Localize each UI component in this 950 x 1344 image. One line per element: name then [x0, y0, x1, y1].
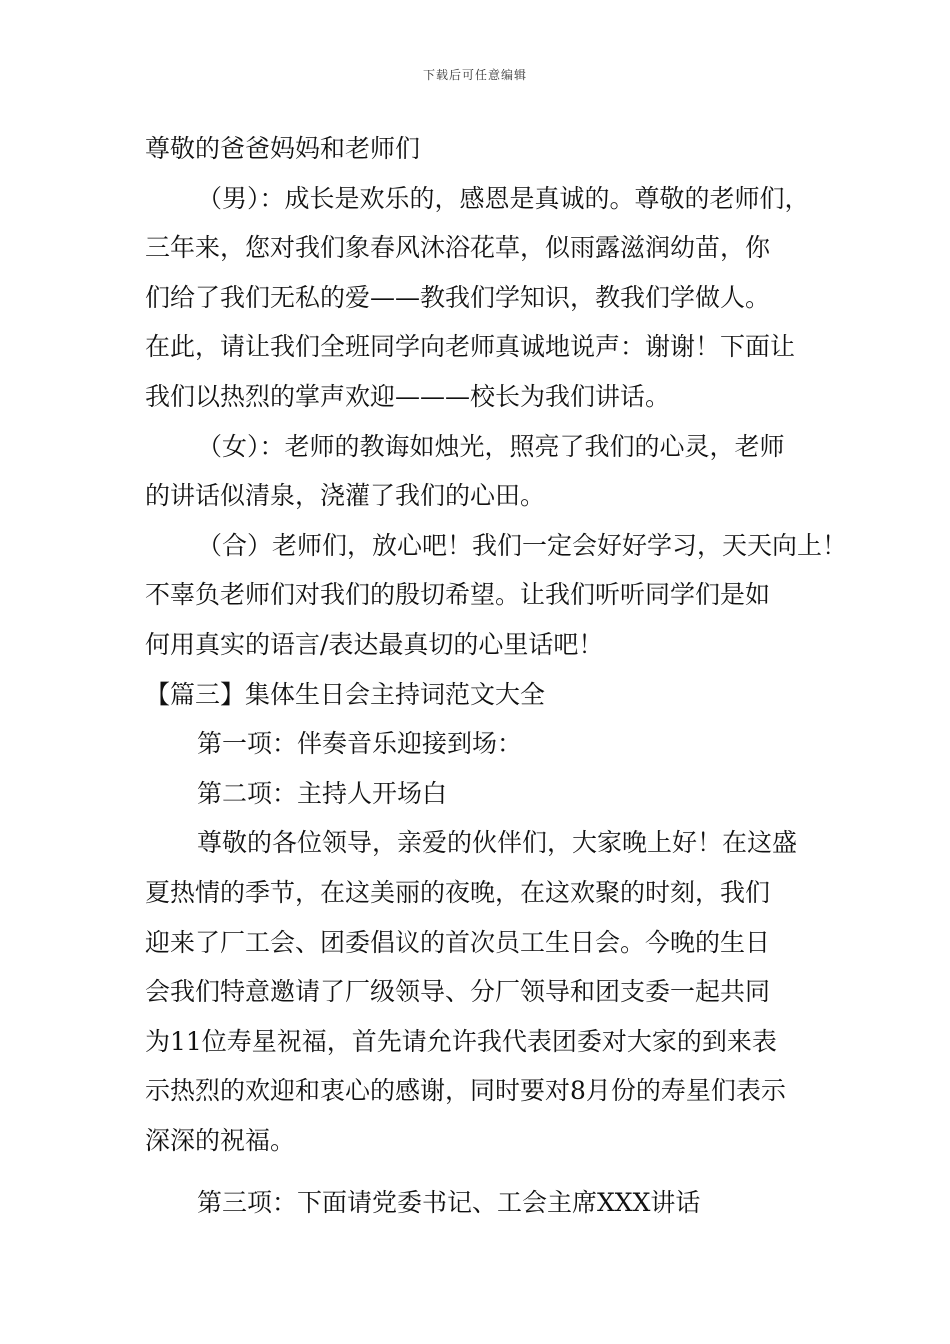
paragraph-line: 深深的祝福。	[145, 1125, 296, 1155]
paragraph-line: 在此，请让我们全班同学向老师真诚地说声：谢谢！下面让	[145, 332, 796, 362]
paragraph-line: 为11位寿星祝福，首先请允许我代表团委对大家的到来表	[145, 1026, 777, 1056]
paragraph-line: （女）：老师的教诲如烛光，照亮了我们的心灵，老师	[197, 431, 785, 461]
page-header-note: 下载后可任意编辑	[422, 68, 527, 82]
agenda-item: 第三项：下面请党委书记、工会主席XXX讲话	[197, 1188, 701, 1218]
agenda-item: 第二项：主持人开场白	[197, 778, 448, 808]
salutation-line: 尊敬的爸爸妈妈和老师们	[145, 134, 421, 163]
paragraph-line: 迎来了厂工会、团委倡议的首次员工生日会。今晚的生日	[145, 927, 771, 957]
paragraph-line: 会我们特意邀请了厂级领导、分厂领导和团支委一起共同	[145, 977, 771, 1007]
paragraph-line: 的讲话似清泉，浇灌了我们的心田。	[145, 481, 546, 511]
paragraph-line: 三年来，您对我们象春风沐浴花草，似雨露滋润幼苗，你	[145, 233, 771, 263]
paragraph-line: 尊敬的各位领导，亲爱的伙伴们，大家晚上好！在这盛	[197, 828, 798, 858]
paragraph-line: （男）：成长是欢乐的，感恩是真诚的。尊敬的老师们，	[197, 183, 810, 213]
paragraph-line: 不辜负老师们对我们的殷切希望。让我们听听同学们是如	[145, 580, 771, 610]
section-heading: 【篇三】集体生日会主持词范文大全	[145, 679, 546, 709]
paragraph-line: 我们以热烈的掌声欢迎———校长为我们讲话。	[145, 381, 671, 411]
agenda-item: 第一项：伴奏音乐迎接到场：	[197, 729, 523, 759]
paragraph-line: 夏热情的季节，在这美丽的夜晚，在这欢聚的时刻，我们	[145, 877, 771, 907]
paragraph-line: 示热烈的欢迎和衷心的感谢，同时要对8月份的寿星们表示	[145, 1076, 786, 1106]
paragraph-line: （合）老师们，放心吧！我们一定会好好学习，天天向上！	[197, 530, 848, 560]
paragraph-line: 们给了我们无私的爱——教我们学知识，教我们学做人。	[145, 282, 771, 312]
document-body	[145, 124, 848, 1228]
paragraph-line: 何用真实的语言/表达最真切的心里话吧！	[145, 629, 604, 659]
